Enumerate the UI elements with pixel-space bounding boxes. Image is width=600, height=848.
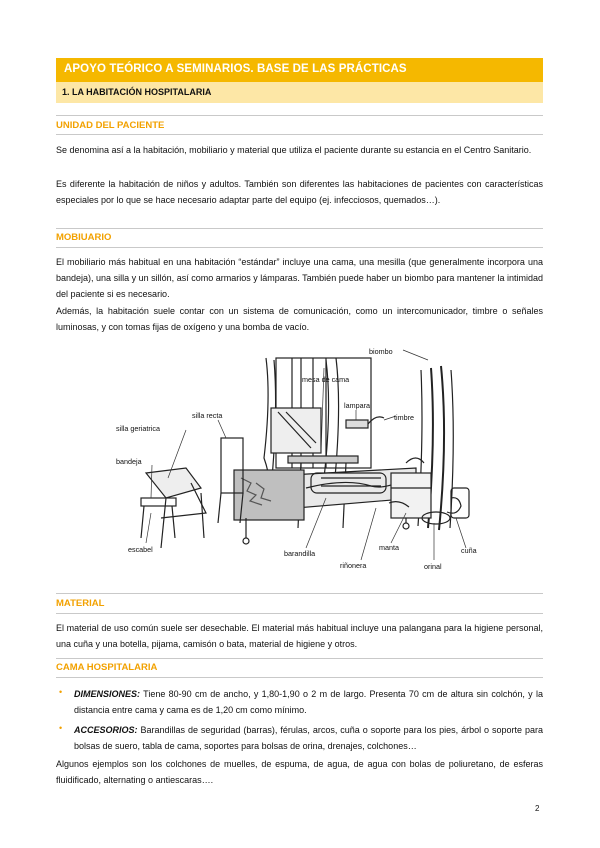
banner-title: APOYO TEÓRICO A SEMINARIOS. BASE DE LAS PRÁCTICAS [64, 63, 407, 75]
label-manta: manta [379, 543, 399, 552]
label-biombo: biombo [369, 347, 393, 356]
label-lampara: lampara [344, 401, 370, 410]
paragraph-cama-end: Algunos ejemplos son los colchones de muelles, de espuma, de agua, de agua con bolas de poliuretano, de esferas fluidificado, alternating o antiescaras…. [56, 759, 543, 785]
bullet-accesorios [74, 722, 543, 754]
paragraph-mobiliario-1: El mobiliario más habitual en una habitación “estándar” incluye una cama, una mesilla (que generalmente incorpora una bandeja), una silla y un sillón, así como armarios y lámparas. También puede haber un biombo para mantener la intimidad del paciente si es necesario. [56, 257, 543, 299]
bullet-dimensiones [74, 686, 543, 718]
label-mesa-de-cama: mesa de cama [302, 375, 350, 384]
divider [56, 228, 543, 229]
paragraph-mobiliario-2: Además, la habitación suele contar con un sistema de comunicación, como un intercomunicador, timbre o señales luminosas, y con tomas fijas de oxígeno y una bomba de vacío. [56, 306, 543, 332]
section-header [56, 82, 543, 103]
label-bandeja: bandeja [116, 457, 142, 466]
divider [56, 247, 543, 248]
heading-unidad: UNIDAD DEL PACIENTE [56, 120, 165, 131]
label-rinonera: riñonera [340, 561, 367, 570]
paragraph-unidad-2: Es diferente la habitación de niños y adultos. También son diferentes las habitaciones de pacientes con características especiales por lo que se hace necesario adaptar parte del equipo (ej. infecciosos, quemados…). [56, 179, 543, 205]
bullet-term: ACCESORIOS: [74, 725, 138, 735]
label-orinal: orinal [424, 562, 442, 571]
divider [56, 134, 543, 135]
label-escabel: escabel [128, 545, 153, 554]
divider [56, 677, 543, 678]
divider [56, 658, 543, 659]
label-silla-recta: silla recta [192, 411, 223, 420]
section-title: 1. LA HABITACIÓN HOSPITALARIA [62, 87, 212, 97]
heading-cama: CAMA HOSPITALARIA [56, 662, 158, 673]
label-cuna: cuña [461, 546, 477, 555]
paragraph-unidad-1: Se denomina así a la habitación, mobiliario y material que utiliza el paciente durante su estancia en el Centro Sanitario. [56, 145, 532, 155]
divider [56, 613, 543, 614]
divider [56, 115, 543, 116]
document-banner [56, 58, 543, 82]
bullet-term: DIMENSIONES: [74, 689, 141, 699]
label-timbre: timbre [394, 413, 414, 422]
blanket-shape [234, 470, 304, 520]
bullet-dot: • [59, 723, 63, 733]
label-silla-geriatrica: silla geriatrica [116, 424, 160, 433]
bullet-dot: • [59, 687, 63, 697]
paragraph-material: El material de uso común suele ser desechable. El material más habitual incluye una palangana para la higiene personal, una cuña y una botella, pijama, camisón o bata, material de higiene y otros. [56, 623, 543, 649]
heading-material: MATERIAL [56, 598, 105, 609]
divider [56, 593, 543, 594]
bullet-text: Barandillas de seguridad (barras), férulas, arcos, cuña o soporte para los pies, árbol o soporte para bolsas de suero, tabla de cama, soportes para bolsas de orina, drenajes, colchones… [74, 725, 543, 751]
page-number: 2 [535, 804, 540, 813]
label-barandilla: barandilla [284, 549, 316, 558]
hospital-room-illustration [106, 338, 561, 580]
bullet-text: Tiene 80-90 cm de ancho, y 1,80-1,90 o 2 m de largo. Presenta 70 cm de altura sin colchón, y la distancia entre cama y cama es de 1,20 cm como mínimo. [74, 689, 543, 715]
heading-mobiliario: MOBIUARIO [56, 232, 112, 243]
